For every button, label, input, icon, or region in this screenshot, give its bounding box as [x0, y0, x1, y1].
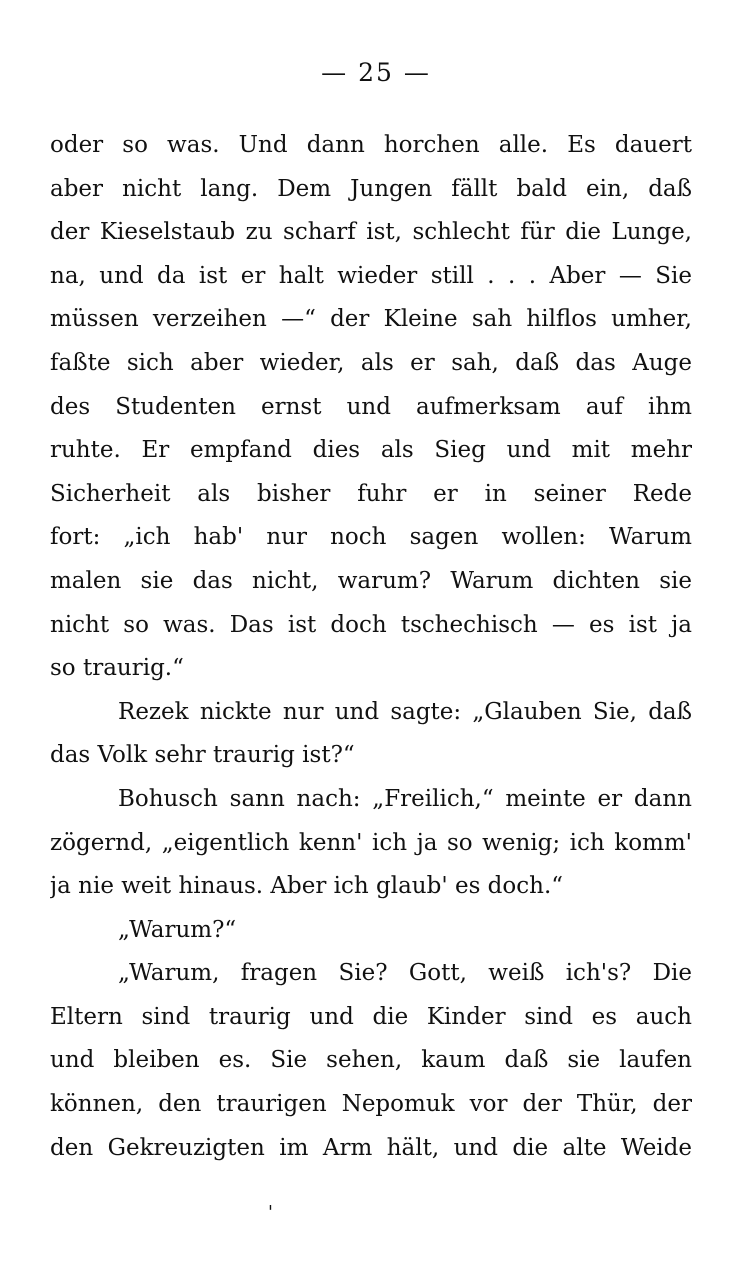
text-line: malen sie das nicht, warum? Warum dichten sie	[50, 567, 692, 594]
text-line: „Warum?“	[118, 916, 237, 943]
text-line: nicht so was. Das ist doch tschechisch — es ist ja	[50, 611, 692, 638]
text-line: Bohusch sann nach: „Freilich,“ meinte er dann	[118, 785, 692, 812]
text-line: und bleiben es. Sie sehen, kaum daß sie laufen	[50, 1047, 692, 1074]
text-line: na, und da ist er halt wieder still . . . Aber — Sie	[50, 262, 692, 289]
text-line: faßte sich aber wieder, als er sah, daß das Auge	[50, 349, 692, 376]
body-text	[50, 124, 692, 1170]
text-line: Rezek nickte nur und sagte: „Glauben Sie, daß	[118, 698, 692, 725]
text-line: so traurig.“	[50, 655, 184, 682]
text-line: aber nicht lang. Dem Jungen fällt bald ein, daß	[50, 175, 692, 202]
text-line: der Kieselstaub zu scharf ist, schlecht für die Lunge,	[50, 219, 692, 246]
printer-mark: '	[268, 1202, 273, 1223]
page-number: — 25 —	[321, 58, 431, 87]
text-line: „Warum, fragen Sie? Gott, weiß ich's? Die	[118, 960, 692, 987]
text-line: das Volk sehr traurig ist?“	[50, 742, 355, 769]
text-line: müssen verzeihen —“ der Kleine sah hilflos umher,	[50, 306, 692, 333]
text-line: des Studenten ernst und aufmerksam auf ihm	[50, 393, 692, 420]
text-line: den Gekreuzigten im Arm hält, und die alte Weide	[50, 1134, 692, 1161]
text-line: ja nie weit hinaus. Aber ich glaub' es doch.“	[50, 873, 564, 900]
text-line: Sicherheit als bisher fuhr er in seiner Rede	[50, 480, 692, 507]
text-line: zögernd, „eigentlich kenn' ich ja so wenig; ich komm'	[50, 829, 692, 856]
text-line: fort: „ich hab' nur noch sagen wollen: Warum	[50, 524, 692, 551]
text-line: können, den traurigen Nepomuk vor der Thür, der	[50, 1091, 692, 1118]
text-line: ruhte. Er empfand dies als Sieg und mit mehr	[50, 437, 692, 464]
text-line: oder so was. Und dann horchen alle. Es dauert	[50, 132, 692, 158]
text-line: Eltern sind traurig und die Kinder sind es auch	[50, 1003, 692, 1030]
